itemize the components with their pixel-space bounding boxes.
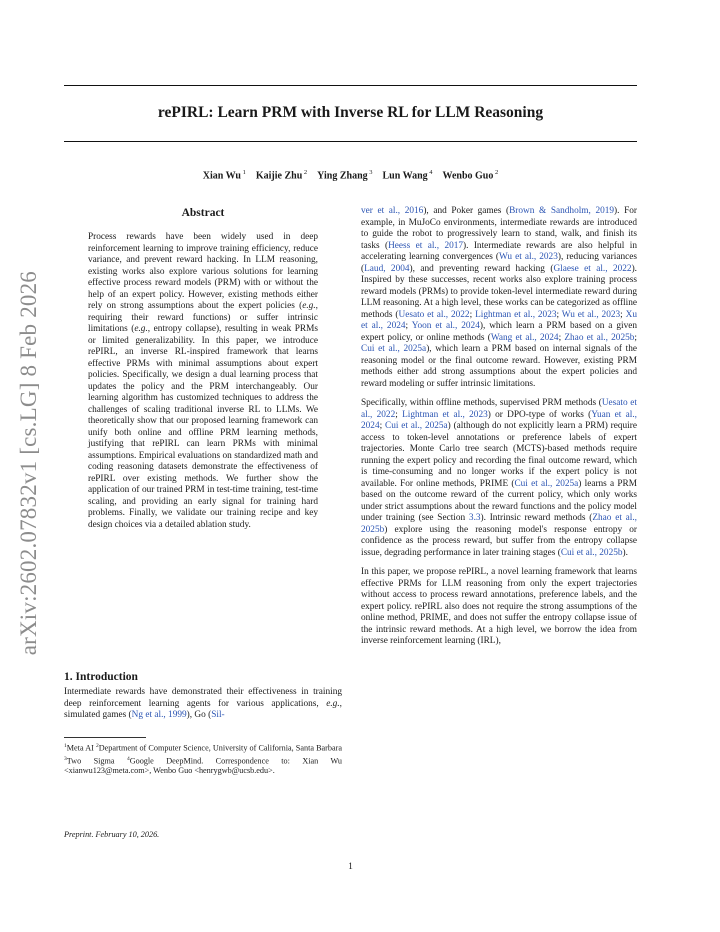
text-run: ;: [469, 309, 476, 320]
citation-link[interactable]: Wu et al., 2023: [499, 252, 558, 262]
citation-link[interactable]: Uesato et al., 2022: [361, 398, 637, 420]
text-run: ;: [634, 332, 637, 343]
author-name: Wenbo Guo: [442, 170, 494, 182]
text-run: Meta AI: [66, 743, 96, 753]
title-bottom-rule: [64, 141, 637, 142]
introduction-body: [64, 687, 342, 722]
citation-link[interactable]: Cui et al., 2025a: [385, 421, 448, 431]
citation-link[interactable]: Yuan et al., 2024: [361, 409, 637, 431]
author-name: Kaijie Zhu: [255, 170, 303, 182]
citation-link[interactable]: 3.3: [468, 513, 481, 523]
italic-text: e.g.: [326, 698, 340, 709]
citation-link[interactable]: ver et al., 2016: [361, 206, 424, 216]
citation-link[interactable]: Heess et al., 2017: [388, 240, 464, 251]
text-run: ;: [395, 409, 403, 420]
text-run: ) (although do not explicitly learn a PRM) require access to token-level annotations or preference labels of expert trajectories. Monte Carlo tree search (MCTS)-based methods require running the expert policy and recording the final outcome reward, which is time-consuming and no longer works if the expert policy is not available. For online methods, PRIME (: [361, 421, 637, 489]
author-affiliation-mark: 2: [302, 169, 308, 176]
title-top-rule: [64, 85, 637, 86]
text-run: Two Sigma: [66, 756, 127, 766]
preprint-notice: Preprint. February 10, 2026.: [64, 830, 160, 839]
text-run: ). For example, in MuJoCo environments, intermediate rewards are introduced to guide the robot to progressively learn to stand, walk, and finish its tasks (: [361, 206, 637, 251]
affiliation-footnote: [64, 741, 342, 776]
body-paragraph: [361, 398, 637, 559]
citation-link[interactable]: Wang et al., 2024: [490, 332, 559, 343]
citation-link[interactable]: Wu et al., 2023: [561, 309, 621, 320]
citation-link[interactable]: Yoon et al., 2024: [411, 321, 480, 331]
arxiv-identifier-stamp: arXiv:2602.07832v1 [cs.LG] 8 Feb 2026: [16, 270, 41, 656]
text-run: Google DeepMind. Correspondence to: Xian Wu <xianwu123@meta.com>, Wenbo Guo <henrygwb@ucsb.edu>.: [64, 756, 342, 776]
italic-text: e.g.: [134, 324, 148, 334]
text-run: ). Inspired by these successes, recent works also explore training process reward models (PRMs) to provide token-level intermediate reward during LLM reasoning. At a high level, these works can be categorized as offline methods (: [361, 263, 637, 320]
citation-link[interactable]: Laud, 2004: [364, 263, 410, 274]
text-run: ;: [556, 309, 562, 320]
citation-link[interactable]: Xu et al., 2024: [361, 309, 637, 331]
footnote-mark: 3: [64, 755, 67, 762]
text-run: ), Go (: [186, 710, 212, 720]
body-paragraph: [361, 206, 637, 390]
text-run: ), reducing variances (: [361, 252, 637, 274]
text-run: , requiring their reward functions) or suffer intrinsic limitations (: [88, 301, 318, 334]
text-run: ) explore using the reasoning model's response entropy or confidence as the process reward, but suffer from the entropy collapse issue, degrading performance in later training stages (: [361, 524, 637, 558]
text-run: Process rewards have been widely used in deep reinforcement learning to improve training efficiency, reduce variance, and prevent reward hacking. In LLM reasoning, existing works also explore various solutions for learning effective process reward models (PRM) with or without the help of an expert policy. However, existing methods either rely on strong assumptions about the expert policies (: [88, 232, 318, 311]
text-run: ;: [558, 332, 565, 343]
citation-link[interactable]: Ng et al., 1999: [131, 710, 187, 720]
author-affiliation-mark: 4: [427, 169, 433, 176]
author-list: [64, 166, 637, 183]
citation-link[interactable]: Cui et al., 2025a: [361, 344, 427, 354]
page-number: 1: [348, 862, 353, 872]
author-affiliation-mark: 1: [241, 169, 246, 176]
abstract-body: [88, 232, 318, 531]
author-name: Ying Zhang: [317, 170, 368, 182]
citation-link[interactable]: Zhao et al., 2025b: [564, 332, 635, 343]
author-affiliation-mark: 3: [367, 169, 373, 176]
text-run: ), and preventing reward hacking (: [409, 263, 554, 274]
citation-link[interactable]: Cui et al., 2025a: [514, 478, 579, 489]
citation-link[interactable]: Sil-: [211, 710, 225, 720]
footnote-mark: 1: [64, 743, 67, 749]
text-run: Intermediate rewards have demonstrated their effectiveness in training deep reinforcement learning agents for various applications,: [64, 687, 342, 709]
citation-link[interactable]: Cui et al., 2025b: [560, 547, 623, 558]
text-run: ) or DPO-type of works (: [487, 409, 592, 420]
text-run: ;: [379, 421, 385, 431]
author-affiliation-mark: 2: [493, 169, 499, 176]
footnote-mark: 4: [126, 755, 130, 762]
citation-link[interactable]: Glaese et al., 2022: [553, 263, 632, 274]
text-run: Specifically, within offline methods, supervised PRM methods (: [361, 398, 602, 408]
text-run: , simulated games (: [64, 698, 342, 720]
citation-link[interactable]: Lightman et al., 2023: [475, 309, 557, 320]
text-run: In this paper, we propose rePIRL, a novel learning framework that learns effective PRMs for LLM reasoning from only the expert trajectories without access to process reward annotations, preference labels, and the expert policy. rePIRL also does not require the strong assumptions of the online method, PRIME, and does not suffer the entropy collapse issue of the intrinsic reward methods. At a high level, we borrow the idea from inverse reinforcement learning (IRL),: [361, 567, 637, 646]
text-run: ), which learn a PRM based on internal signals of the reasoning model or the final outcome reward. However, existing PRM methods either add strong assumptions about the expert policies and reward modeling or suffer intrinsic limitations.: [361, 344, 637, 389]
author-name: Lun Wang: [382, 170, 428, 182]
right-column: [361, 206, 637, 656]
paper-title: rePIRL: Learn PRM with Inverse RL for LLM Reasoning: [157, 104, 544, 121]
text-run: ) learns a PRM based on the outcome reward of the current policy, which only works under strict assumptions about the reward functions and the policy model under training (see Section: [361, 478, 637, 523]
text-run: ), which learn a PRM based on a given expert policy, or online methods (: [361, 321, 637, 343]
text-run: Department of Computer Science, University of California, Santa Barbara: [98, 743, 342, 753]
italic-text: e.g.: [302, 301, 316, 311]
text-run: , entropy collapse), resulting in weak PRMs or limited generalizability. In this paper, we introduce rePIRL, an inverse RL-inspired framework that learns effective PRMs with minimal assumptions about expert policies. Specifically, we design a dual learning process that updates the policy and the PRM interchangeably. Our learning algorithm has customized techniques to address the challenges of scaling traditional inverse RL to LLMs. We theoretically show that our proposed learning framework can unify both online and offline PRM learning methods, justifying that rePIRL can learn PRMs with minimal assumptions. Empirical evaluations on standardized math and coding reasoning datasets demonstrate the effectiveness of rePIRL over existing methods. We further show the application of our trained PRM in test-time training, test-time scaling, and providing an early signal for training hard problems. Finally, we validate our training recipe and key design choices via a detailed ablation study.: [88, 324, 318, 530]
text-run: ).: [622, 547, 628, 558]
text-run: ). Intrinsic reward methods (: [480, 513, 593, 523]
citation-link[interactable]: Lightman et al., 2023: [402, 409, 488, 420]
text-run: ). Intermediate rewards are also helpful in accelerating learning convergences (: [361, 240, 637, 262]
text-run: ;: [405, 321, 412, 331]
footnote-rule: [64, 737, 146, 738]
citation-link[interactable]: Uesato et al., 2022: [398, 309, 470, 320]
citation-link[interactable]: Brown & Sandholm, 2019: [509, 206, 615, 216]
body-paragraph: [361, 567, 637, 648]
text-run: ), and Poker games (: [423, 206, 510, 216]
footnote-mark: 2: [95, 743, 99, 749]
abstract-heading: Abstract: [181, 207, 225, 219]
citation-link[interactable]: Zhao et al., 2025b: [361, 513, 638, 535]
text-run: ;: [620, 309, 626, 320]
author-name: Xian Wu: [202, 170, 241, 182]
introduction-heading: 1. Introduction: [64, 671, 138, 683]
